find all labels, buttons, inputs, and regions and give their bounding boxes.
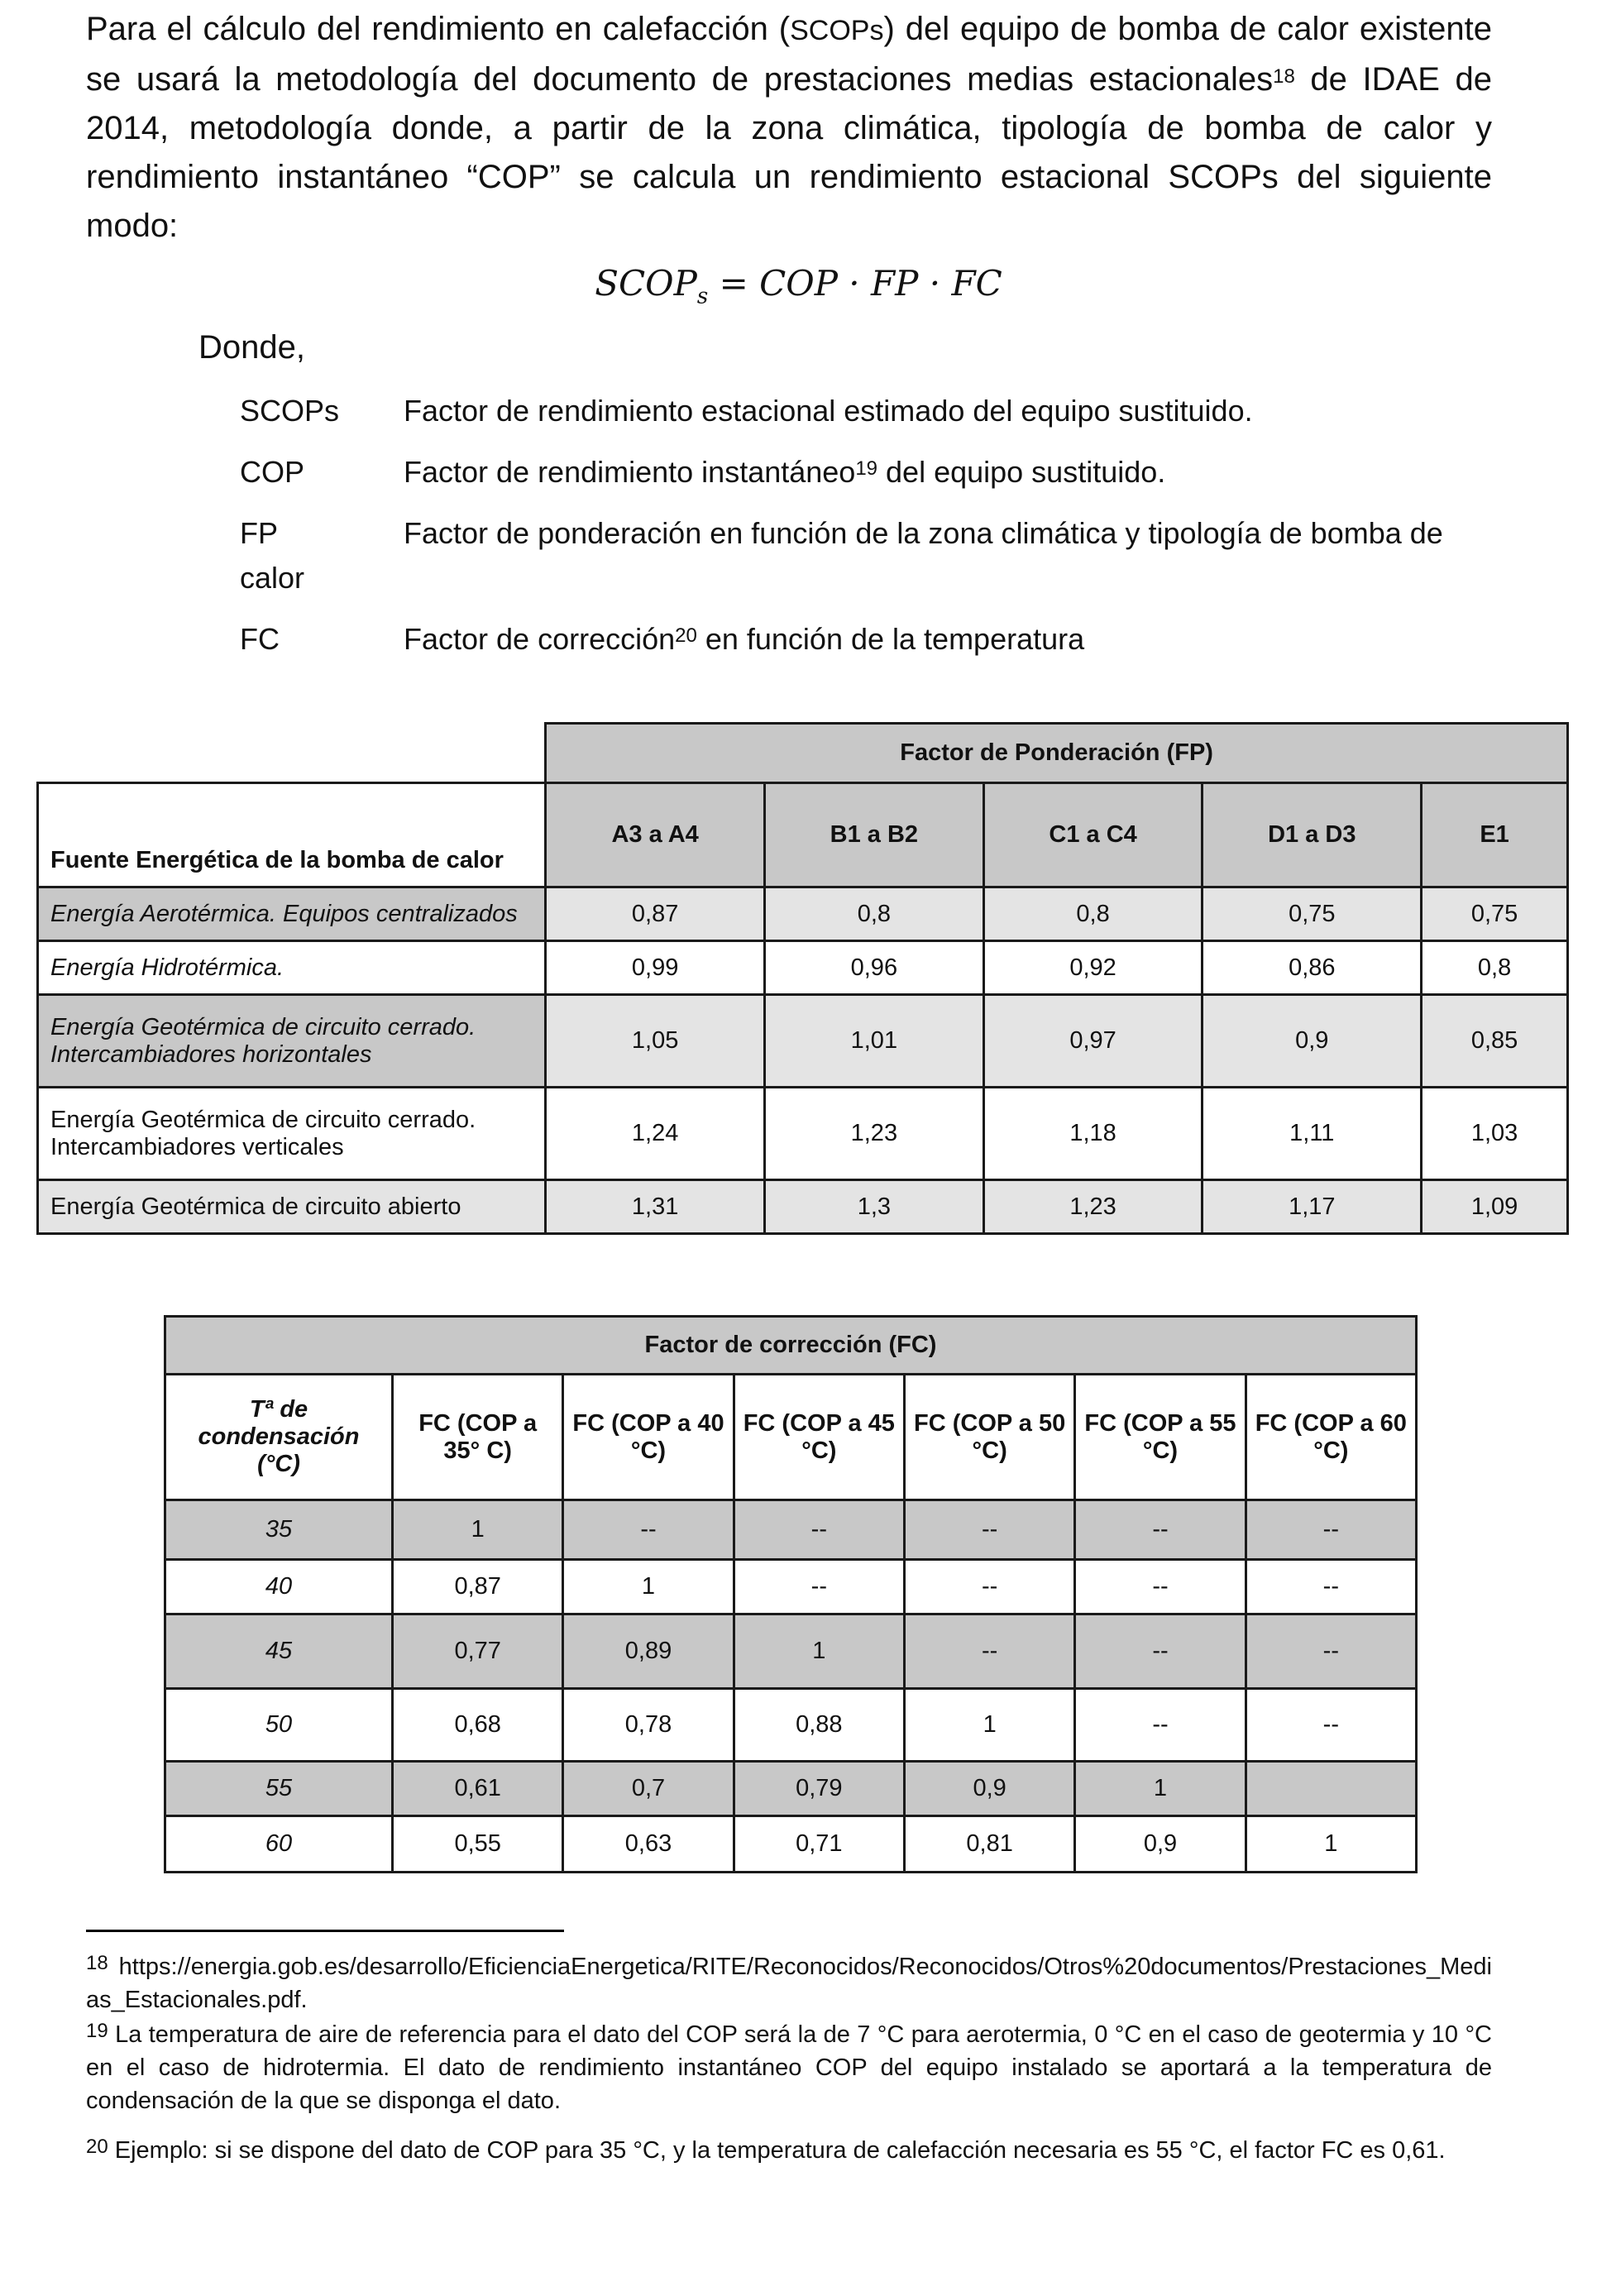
fp-empty-corner [38,724,546,783]
fc-row [165,1614,1417,1689]
fp-cell: 1,24 [546,1088,765,1180]
fc-cell: -- [904,1614,1074,1689]
fc-temp: 60 [165,1816,393,1873]
fc-cell: 1 [904,1689,1074,1762]
definition-term: FC [240,622,280,656]
fp-cell: 1,23 [765,1088,984,1180]
fc-cell: -- [563,1500,734,1560]
fc-col-header: FC (COP a 55 °C) [1075,1375,1246,1500]
fc-cell: 0,7 [563,1762,734,1816]
definition-text: Factor de rendimiento instantáneo$^{19}$ del equipo sustituido. [404,455,1166,489]
fc-cell: 0,9 [904,1762,1074,1816]
fc-col-header: FC (COP a 35° C) [393,1375,563,1500]
fc-cell: 0,77 [393,1614,563,1689]
fp-cell: 0,8 [1422,941,1568,995]
definition-term: FP calor [240,516,305,595]
fp-cell: 0,8 [983,887,1203,941]
footnote-link[interactable]: https://energia.gob.es/desarrollo/EficienciaEnergetica/RITE/Reconocidos/Reconocidos/Otros%20documentos/Prestaciones_Medias_Estacionales.pdf. [86,1954,1492,2013]
fp-cell: 0,86 [1203,941,1422,995]
fp-row [38,995,1568,1088]
fc-temp: 55 [165,1762,393,1816]
fc-cell: 0,61 [393,1762,563,1816]
fc-col-header: FC (COP a 60 °C) [1246,1375,1416,1500]
fp-cell: 0,8 [765,887,984,941]
fc-row [165,1762,1417,1816]
intro-text: Para el cálculo del rendimiento en calefacción ( [86,11,791,47]
fp-col-header: D1 a D3 [1203,783,1422,887]
fp-col-header: B1 a B2 [765,783,984,887]
fc-cell: 1 [734,1614,904,1689]
fc-cell: 0,81 [904,1816,1074,1873]
fp-cell: 1,31 [546,1180,765,1234]
footnote-ref-19[interactable]: 19 [855,457,878,480]
fc-cell: 0,88 [734,1689,904,1762]
fp-row [38,887,1568,941]
fp-cell: 1,18 [983,1088,1203,1180]
fc-temp: 50 [165,1689,393,1762]
fc-cell: -- [1075,1689,1246,1762]
scops-formula [0,263,1597,309]
fc-cell: 1 [563,1560,734,1614]
fc-cell: -- [1246,1614,1416,1689]
fp-row-header: Fuente Energética de la bomba de calor [38,783,546,887]
intro-text: de IDAE de 2014, metodología donde, a partir de la zona climática, tipología de bomba de calor y rendimiento instantáneo “COP” se calcula un rendimiento estacional SCOPs del siguiente modo: [86,61,1493,244]
fc-row-header: Tª de condensación (°C) [165,1375,393,1500]
fp-cell: 0,9 [1203,995,1422,1088]
footnote-number: 18 [86,1952,108,1974]
scops-term: SCOPs [790,15,884,46]
intro-paragraph [86,5,1492,251]
footnote-ref-18[interactable]: 18 [1273,65,1295,88]
fp-cell: 0,99 [546,941,765,995]
definition-term: SCOPs [240,394,340,428]
fp-row [38,941,1568,995]
fp-cell: 1,03 [1422,1088,1568,1180]
fc-cell: 1 [393,1500,563,1560]
fc-temp: 40 [165,1560,393,1614]
fc-table [164,1315,1418,1873]
fc-row [165,1816,1417,1873]
fc-cell: 0,71 [734,1816,904,1873]
fp-source: Energía Aerotérmica. Equipos centralizados [38,887,546,941]
footnote-18 [86,1950,1492,2016]
fc-temp: 35 [165,1500,393,1560]
fc-cell: -- [734,1560,904,1614]
fc-col-header: FC (COP a 50 °C) [904,1375,1074,1500]
fc-col-header: FC (COP a 40 °C) [563,1375,734,1500]
fc-row [165,1689,1417,1762]
fc-cell: 0,9 [1075,1816,1246,1873]
fp-cell: 1,01 [765,995,984,1088]
fc-cell: 0,87 [393,1560,563,1614]
formula-rhs: = COP · FP · FC [719,263,1002,304]
footnote-number: 20 [86,2136,108,2158]
fp-cell: 0,92 [983,941,1203,995]
fp-cell: 1,23 [983,1180,1203,1234]
fp-row [38,1180,1568,1234]
fp-cell: 0,75 [1422,887,1568,941]
fp-source: Energía Hidrotérmica. [38,941,546,995]
footnote-number: 19 [86,2020,108,2042]
footnote-separator [86,1930,564,1932]
fc-temp: 45 [165,1614,393,1689]
footnote-text: La temperatura de aire de referencia para el dato del COP será la de 7 °C para aerotermia, 0 °C en el caso de geotermia y 10 °C en el caso de hidrotermia. El dato de rendimiento instantáneo COP del equipo instalado se aportará a la temperatura de condensación de la que se disponga el dato. [86,2021,1492,2114]
fp-cell: 1,09 [1422,1180,1568,1234]
fc-col-header: FC (COP a 45 °C) [734,1375,904,1500]
fp-table [36,722,1569,1235]
fp-source: Energía Geotérmica de circuito cerrado. Intercambiadores horizontales [38,995,546,1088]
fc-cell: -- [904,1500,1074,1560]
definition-text: Factor de corrección$^{20}$ en función de la temperatura [404,622,1085,656]
formula-lhs: SCOP [595,263,697,304]
fc-cell: 1 [1246,1816,1416,1873]
fp-cell: 0,97 [983,995,1203,1088]
fc-cell: 0,68 [393,1689,563,1762]
footnote-19 [86,2018,1492,2117]
fp-cell: 1,11 [1203,1088,1422,1180]
fc-cell: -- [904,1560,1074,1614]
fc-cell: -- [1246,1500,1416,1560]
definition-term: COP [240,455,305,489]
formula-subscript: s [696,284,709,309]
fp-cell: 1,17 [1203,1180,1422,1234]
footnote-ref-20[interactable]: 20 [675,624,697,647]
fp-cell: 0,96 [765,941,984,995]
footnote-text: Ejemplo: si se dispone del dato de COP para 35 °C, y la temperatura de calefacción necesaria es 55 °C, el factor FC es 0,61. [114,2137,1446,2164]
fc-cell: 0,89 [563,1614,734,1689]
fc-cell: -- [1075,1560,1246,1614]
fc-cell: 0,63 [563,1816,734,1873]
fp-source: Energía Geotérmica de circuito cerrado. Intercambiadores verticales [38,1088,546,1180]
definition-text: Factor de ponderación en función de la zona climática y tipología de bomba de [404,516,1443,550]
fc-cell [1246,1762,1416,1816]
fc-cell: -- [1075,1614,1246,1689]
fp-cell: 0,87 [546,887,765,941]
definition-text: Factor de rendimiento estacional estimado del equipo sustituido. [404,394,1253,428]
fc-cell: -- [1246,1560,1416,1614]
fp-col-header: E1 [1422,783,1568,887]
fp-cell: 0,75 [1203,887,1422,941]
fp-cell: 1,3 [765,1180,984,1234]
fc-cell: -- [1075,1500,1246,1560]
intro-text: ) del equipo de bomba de calor existente se usará la metodología del documento de prestaciones medias estacionales [86,11,1492,98]
fc-table-title: Factor de corrección (FC) [165,1317,1417,1375]
fp-cell: 0,85 [1422,995,1568,1088]
fc-cell: 0,79 [734,1762,904,1816]
fc-cell: 0,55 [393,1816,563,1873]
fc-row [165,1500,1417,1560]
fp-table-title: Factor de Ponderación (FP) [546,724,1568,783]
fc-row [165,1560,1417,1614]
fp-source: Energía Geotérmica de circuito abierto [38,1180,546,1234]
fp-cell: 1,05 [546,995,765,1088]
fp-row [38,1088,1568,1180]
fc-cell: 0,78 [563,1689,734,1762]
fc-cell: 1 [1075,1762,1246,1816]
fp-col-header: A3 a A4 [546,783,765,887]
donde-label: Donde, [198,329,305,366]
fc-cell: -- [1246,1689,1416,1762]
footnote-20 [86,2134,1492,2167]
fp-col-header: C1 a C4 [983,783,1203,887]
fc-cell: -- [734,1500,904,1560]
